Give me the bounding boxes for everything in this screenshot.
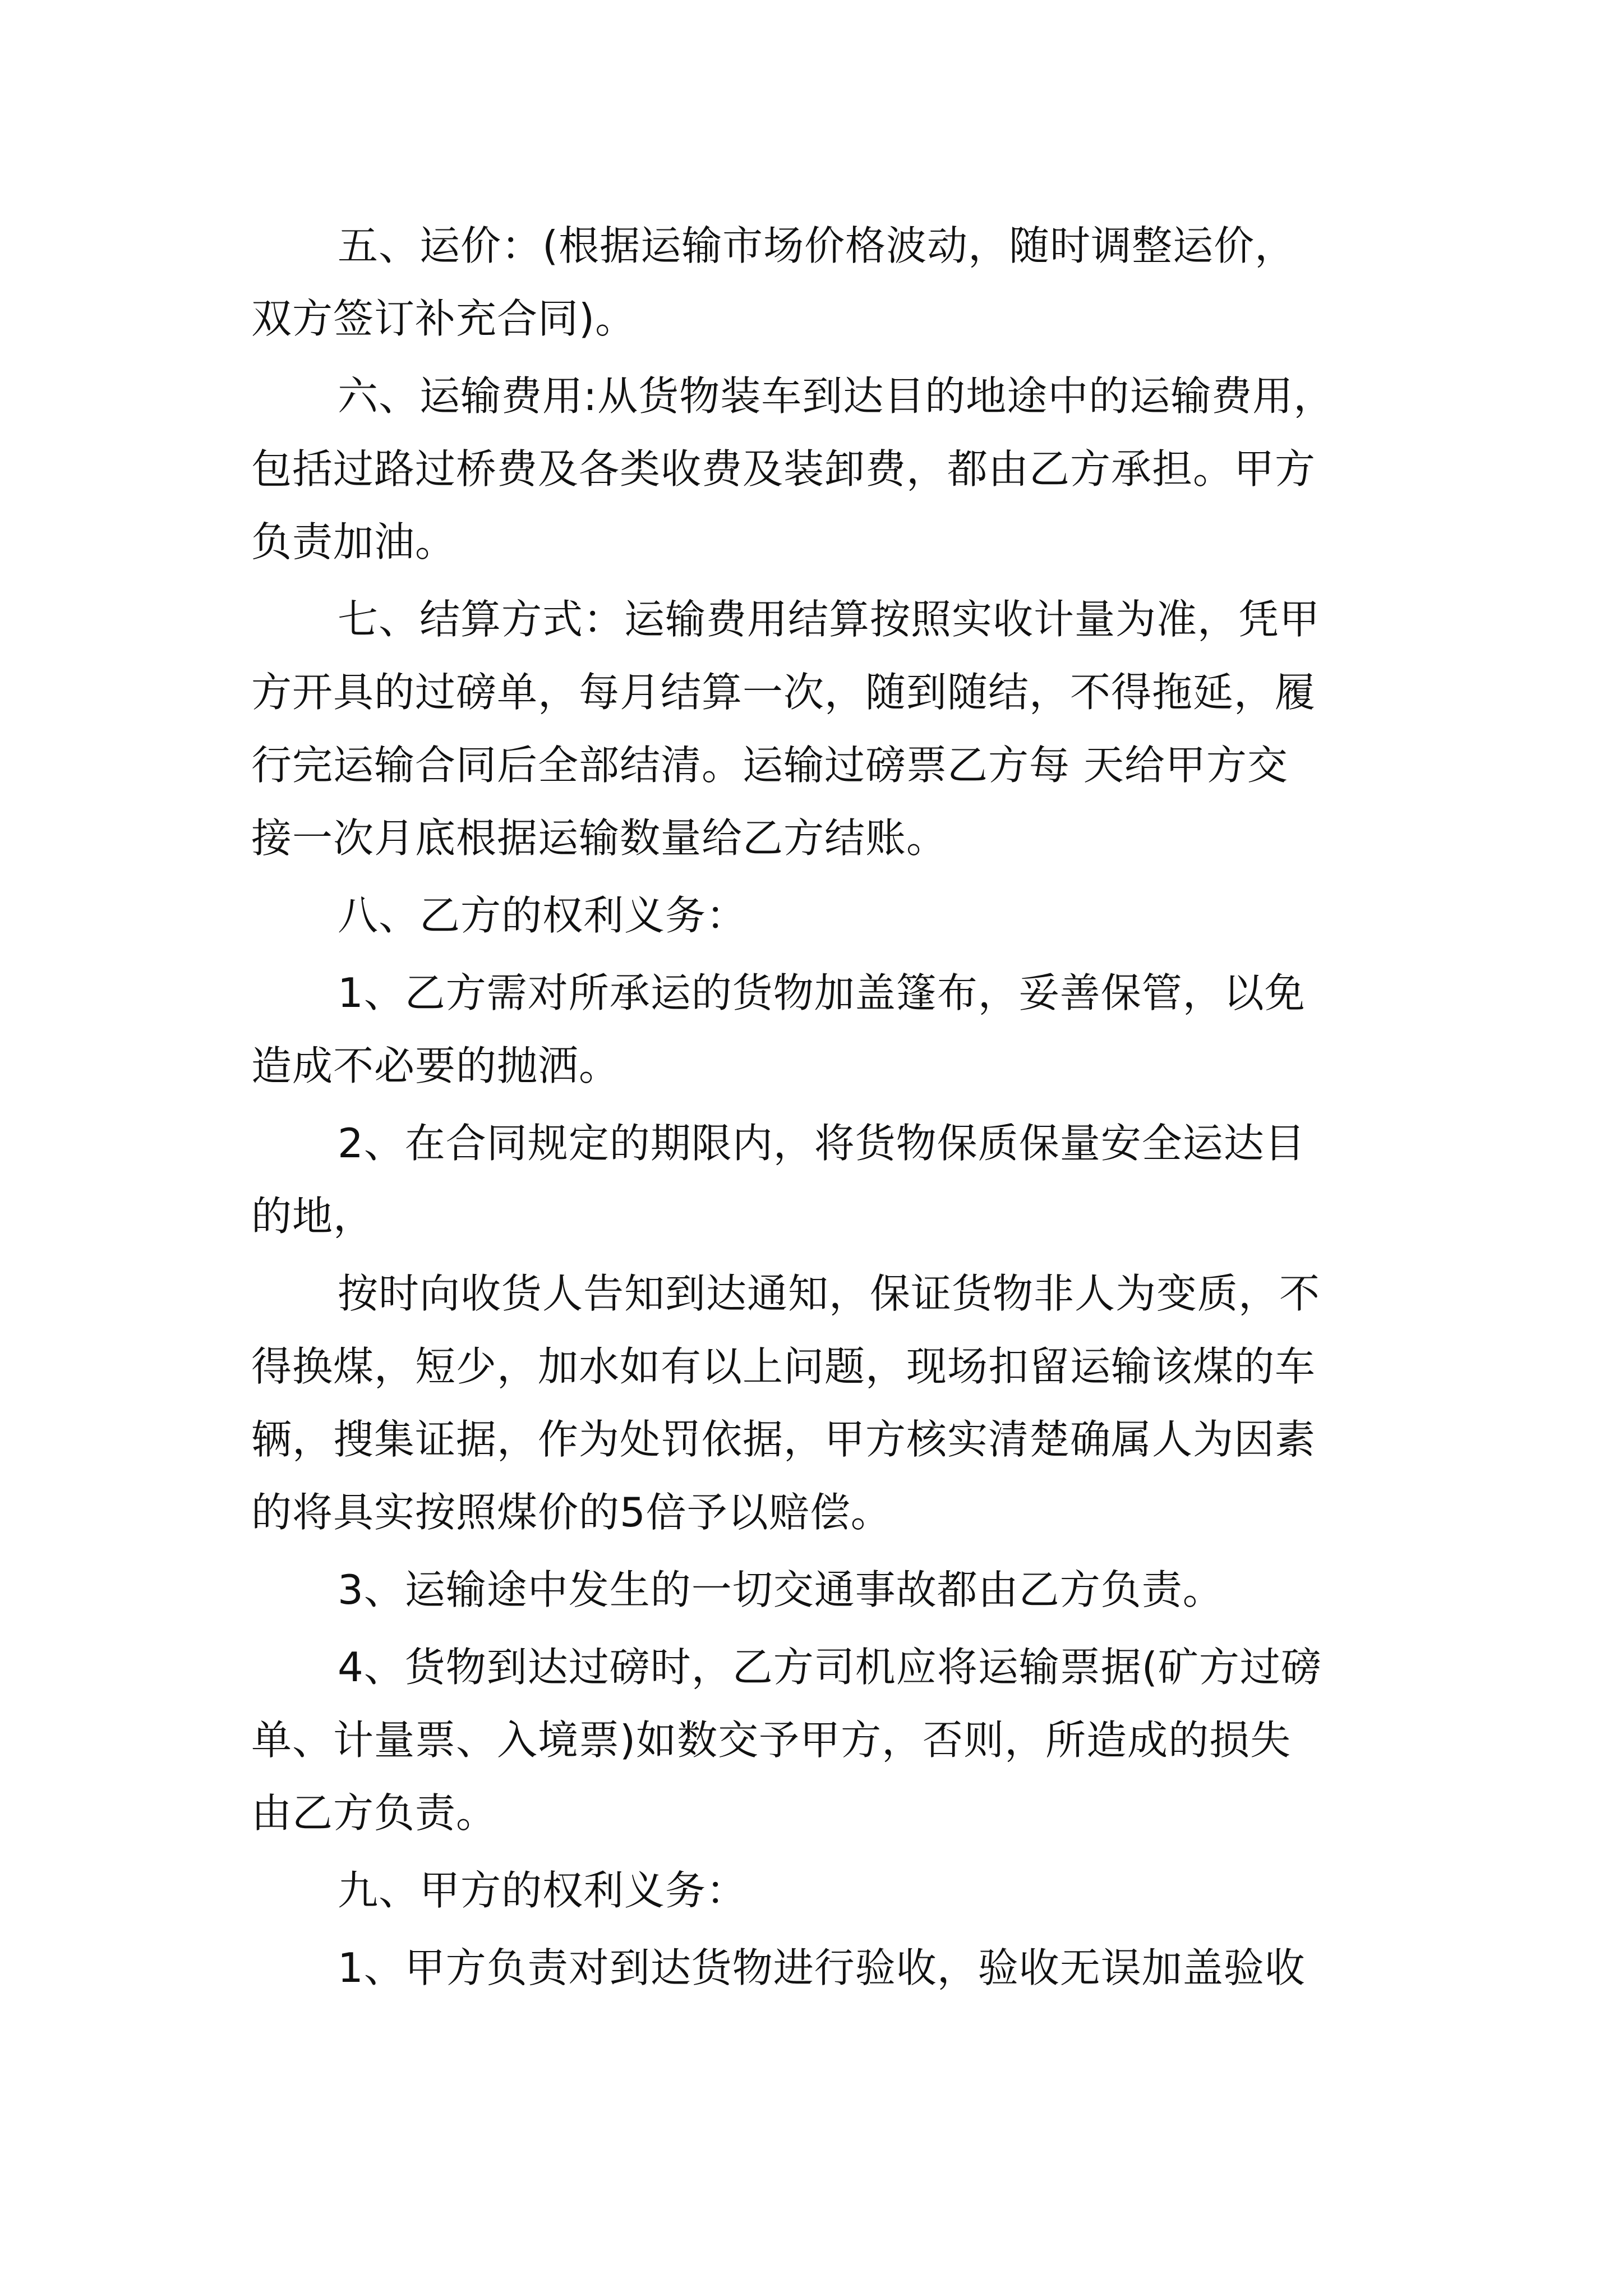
text-line: 六、运输费用:从货物装车到达目的地途中的运输费用，	[338, 372, 1335, 420]
text-line: 九、甲方的权利义务：	[338, 1867, 748, 1914]
text-line: 接一次月底根据运输数量给乙方结账。	[251, 815, 948, 862]
text-line: 的地，	[251, 1193, 375, 1240]
text-line: 包括过路过桥费及各类收费及装卸费，都由乙方承担。甲方	[251, 445, 1316, 493]
text-line: 4、货物到达过磅时，乙方司机应将运输票据(矿方过磅	[338, 1644, 1322, 1691]
text-line: 负责加油。	[251, 518, 457, 565]
text-line: 造成不必要的抛洒。	[251, 1042, 620, 1089]
text-line: 3、运输途中发生的一切交通事故都由乙方负责。	[338, 1566, 1224, 1613]
text-line: 单、计量票、入境票)如数交予甲方，否则，所造成的损失	[251, 1717, 1292, 1764]
text-line: 的将具实按照煤价的5倍予以赔偿。	[251, 1489, 892, 1536]
text-line: 由乙方负责。	[251, 1789, 497, 1837]
text-line: 七、结算方式：运输费用结算按照实收计量为准，凭甲	[338, 596, 1321, 643]
text-line: 得换煤，短少，加水如有以上问题，现场扣留运输该煤的车	[251, 1343, 1316, 1390]
text-line: 方开具的过磅单，每月结算一次，随到随结，不得拖延，履	[251, 669, 1316, 716]
text-line: 按时向收货人告知到达通知，保证货物非人为变质，不	[338, 1270, 1321, 1317]
text-line: 1、甲方负责对到达货物进行验收，验收无误加盖验收	[338, 1944, 1306, 1991]
text-line: 八、乙方的权利义务：	[338, 892, 748, 939]
text-line: 2、在合同规定的期限内，将货物保质保量安全运达目	[338, 1120, 1306, 1167]
text-line: 1、乙方需对所承运的货物加盖篷布，妥善保管，以免	[338, 969, 1306, 1016]
text-line: 辆，搜集证据，作为处罚依据，甲方核实清楚确属人为因素	[251, 1416, 1316, 1463]
text-line: 双方签订补充合同)。	[251, 295, 637, 342]
text-line: 五、运价：(根据运输市场价格波动，随时调整运价，	[338, 222, 1296, 269]
text-line: 行完运输合同后全部结清。运输过磅票乙方每 天给甲方交	[251, 742, 1288, 789]
